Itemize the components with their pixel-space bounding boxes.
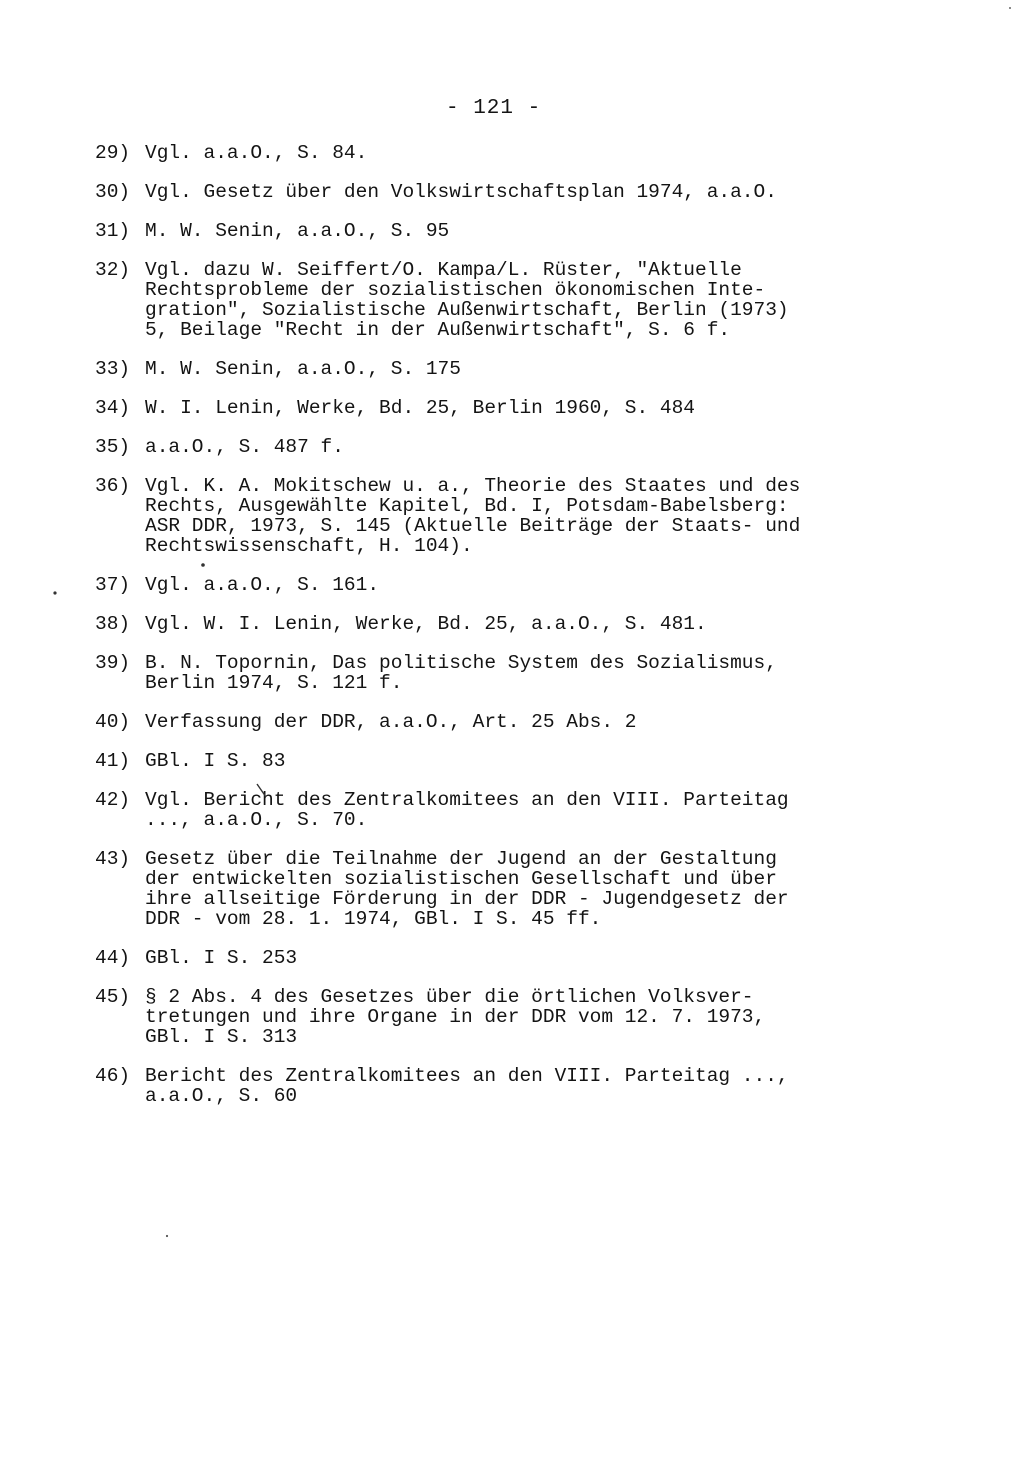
footnote-number: 45) [95, 986, 131, 1008]
footnote [95, 437, 855, 457]
footnote-text [145, 221, 855, 241]
footnote-line: DDR - vom 28. 1. 1974, GBl. I S. 45 ff. [145, 908, 602, 930]
footnote-number: 43) [95, 848, 131, 870]
footnote [95, 751, 855, 771]
footnote [95, 948, 855, 968]
footnote-number: 36) [95, 475, 131, 497]
footnote [95, 575, 855, 595]
footnote-number: 42) [95, 789, 131, 811]
footnote-number: 41) [95, 750, 131, 772]
footnote-number: 31) [95, 220, 131, 242]
footnote-number: 35) [95, 436, 131, 458]
footnote-line: M. W. Senin, a.a.O., S. 175 [145, 358, 461, 380]
footnote [95, 987, 855, 1047]
footnote-number: 39) [95, 652, 131, 674]
footnote-number: 29) [95, 142, 131, 164]
footnote-number: 37) [95, 574, 131, 596]
footnote [95, 260, 855, 340]
footnote-number: 30) [95, 181, 131, 203]
footnote [95, 221, 855, 241]
footnote-line: der entwickelten sozialistischen Gesellschaft und über [145, 868, 777, 890]
footnote-line: a.a.O., S. 60 [145, 1085, 298, 1107]
scan-speck [1009, 7, 1011, 9]
footnote-text [145, 614, 855, 634]
footnote-text [145, 476, 855, 556]
footnote-line: ..., a.a.O., S. 70. [145, 809, 368, 831]
footnote-line: B. N. Topornin, Das politische System des Sozialismus, [145, 652, 777, 674]
footnote-line: M. W. Senin, a.a.O., S. 95 [145, 220, 450, 242]
footnote-line: Vgl. K. A. Mokitschew u. a., Theorie des Staates und des [145, 475, 801, 497]
footnote [95, 614, 855, 634]
footnote-line: Vgl. W. I. Lenin, Werke, Bd. 25, a.a.O., S. 481. [145, 613, 707, 635]
footnote-line: a.a.O., S. 487 f. [145, 436, 344, 458]
footnote-line: Bericht des Zentralkomitees an den VIII. Parteitag ..., [145, 1065, 789, 1087]
footnote-line: Verfassung der DDR, a.a.O., Art. 25 Abs. 2 [145, 711, 637, 733]
footnote-line: gration", Sozialistische Außenwirtschaft, Berlin (1973) [145, 299, 789, 321]
footnote [95, 476, 855, 556]
footnote [95, 790, 855, 830]
footnote-text [145, 182, 855, 202]
footnote-text [145, 437, 855, 457]
footnote-line: ihre allseitige Förderung in der DDR - Jugendgesetz der [145, 888, 789, 910]
footnote [95, 849, 855, 929]
footnote-text [145, 398, 855, 418]
footnote-line: Vgl. a.a.O., S. 84. [145, 142, 368, 164]
footnote-text [145, 260, 855, 340]
footnote-line: Vgl. dazu W. Seiffert/O. Kampa/L. Rüster, "Aktuelle [145, 259, 742, 281]
page-number: - 121 - [446, 97, 542, 120]
footnote-line: Gesetz über die Teilnahme der Jugend an der Gestaltung [145, 848, 777, 870]
footnote-number: 46) [95, 1065, 131, 1087]
footnote [95, 143, 855, 163]
footnote-text [145, 653, 855, 693]
footnote-line: GBl. I S. 313 [145, 1026, 298, 1048]
footnote [95, 398, 855, 418]
footnote-number: 38) [95, 613, 131, 635]
footnote [95, 1066, 855, 1106]
footnote-list [95, 143, 855, 1125]
footnote-number: 44) [95, 947, 131, 969]
scan-speck [166, 1235, 168, 1237]
footnote-line: W. I. Lenin, Werke, Bd. 25, Berlin 1960, S. 484 [145, 397, 695, 419]
footnote-number: 32) [95, 259, 131, 281]
footnote-number: 40) [95, 711, 131, 733]
footnote [95, 712, 855, 732]
footnote [95, 653, 855, 693]
scan-speck [53, 591, 56, 594]
footnote-line: tretungen und ihre Organe in der DDR vom 12. 7. 1973, [145, 1006, 766, 1028]
footnote-line: Vgl. Bericht des Zentralkomitees an den VIII. Parteitag [145, 789, 789, 811]
footnote-text [145, 712, 855, 732]
footnote [95, 182, 855, 202]
footnote-line: Rechtsprobleme der sozialistischen ökonomischen Inte- [145, 279, 766, 301]
footnote-line: Vgl. a.a.O., S. 161. [145, 574, 380, 596]
footnote-line: Berlin 1974, S. 121 f. [145, 672, 403, 694]
footnote-line: § 2 Abs. 4 des Gesetzes über die örtlichen Volksver- [145, 986, 754, 1008]
footnote-line: 5, Beilage "Recht in der Außenwirtschaft", S. 6 f. [145, 319, 731, 341]
footnote-line: ASR DDR, 1973, S. 145 (Aktuelle Beiträge der Staats- und [145, 515, 801, 537]
footnote-text [145, 987, 855, 1047]
footnote-line: GBl. I S. 253 [145, 947, 298, 969]
footnote [95, 359, 855, 379]
footnote-text [145, 359, 855, 379]
footnote-text [145, 751, 855, 771]
footnote-line: Vgl. Gesetz über den Volkswirtschaftsplan 1974, a.a.O. [145, 181, 777, 203]
footnote-line: Rechts, Ausgewählte Kapitel, Bd. I, Potsdam-Babelsberg: [145, 495, 789, 517]
footnote-line: Rechtswissenschaft, H. 104). [145, 535, 473, 557]
footnote-text [145, 143, 855, 163]
footnote-text [145, 849, 855, 929]
footnote-number: 33) [95, 358, 131, 380]
footnote-text [145, 575, 855, 595]
footnote-text [145, 948, 855, 968]
footnote-number: 34) [95, 397, 131, 419]
footnote-line: GBl. I S. 83 [145, 750, 286, 772]
footnote-text [145, 790, 855, 830]
footnote-text [145, 1066, 855, 1106]
